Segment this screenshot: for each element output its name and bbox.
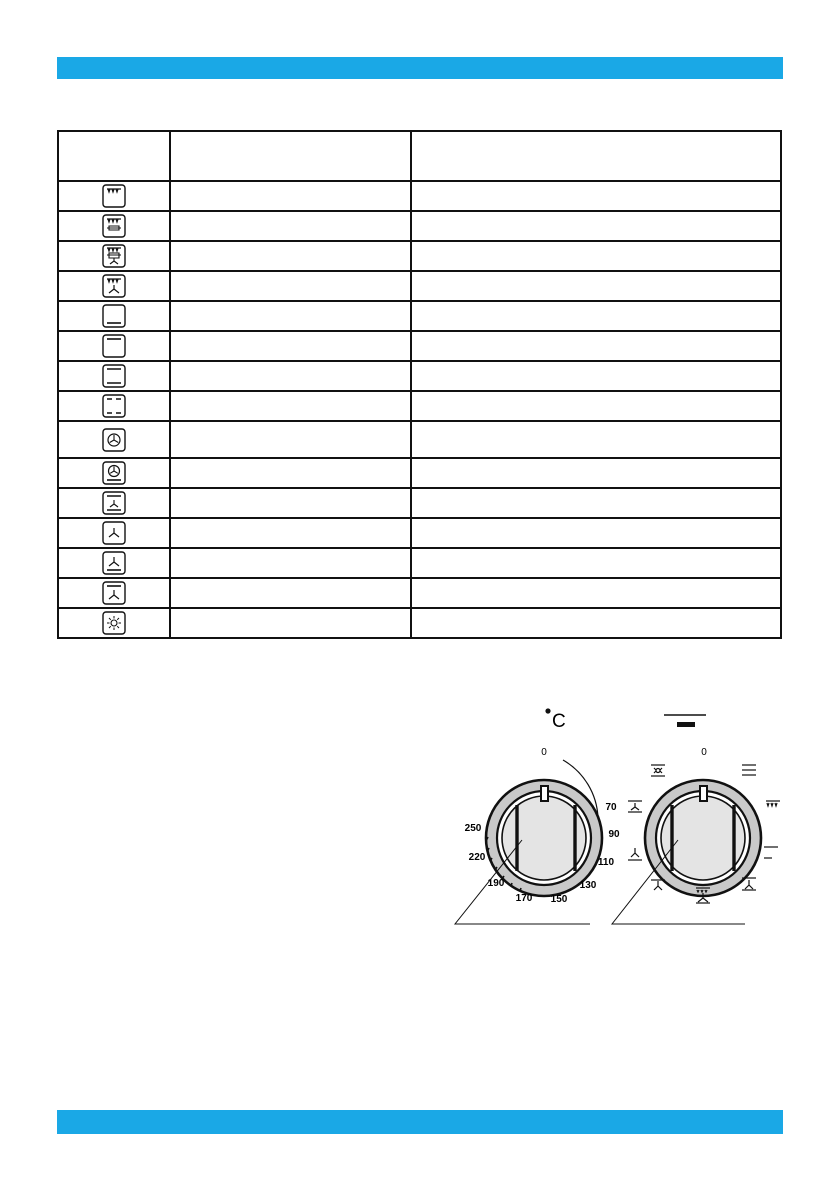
function-name <box>170 301 411 331</box>
bottom-heat-icon <box>101 304 127 328</box>
table-row <box>58 241 781 271</box>
footer-band <box>57 1110 783 1134</box>
table-row <box>58 391 781 421</box>
function-description <box>411 301 781 331</box>
function-name <box>170 421 411 458</box>
function-description <box>411 331 781 361</box>
table-row <box>58 488 781 518</box>
top-heat-icon <box>101 334 127 358</box>
temperature-label: 250 <box>464 823 482 834</box>
temperature-label: 190 <box>487 878 505 889</box>
table-row <box>58 361 781 391</box>
function-knob-indicator <box>700 786 707 801</box>
header-symbol <box>58 131 170 181</box>
function-description <box>411 518 781 548</box>
fan-grill-rotisserie-icon <box>101 244 127 268</box>
temperature-label: 110 <box>597 857 615 868</box>
function-description <box>411 488 781 518</box>
function-name <box>170 241 411 271</box>
function-description <box>411 211 781 241</box>
header-description <box>411 131 781 181</box>
top-bottom-heat-icon <box>101 364 127 388</box>
oven-light-icon <box>101 611 127 635</box>
function-description <box>411 458 781 488</box>
function-description <box>411 271 781 301</box>
table-row <box>58 181 781 211</box>
function-name <box>170 458 411 488</box>
temperature-label: 220 <box>468 852 486 863</box>
temperature-knob-indicator <box>541 786 548 801</box>
function-name <box>170 548 411 578</box>
table-row <box>58 301 781 331</box>
grill-with-fan-icon <box>101 274 127 298</box>
temperature-knob[interactable] <box>486 760 602 896</box>
temperature-label: 130 <box>579 880 597 891</box>
function-name <box>170 518 411 548</box>
oven-light-icon <box>651 765 665 776</box>
table-row <box>58 518 781 548</box>
degree-dot <box>545 708 550 713</box>
top-heat-grill-icon <box>101 184 127 208</box>
function-name <box>170 181 411 211</box>
function-name <box>170 578 411 608</box>
function-description <box>411 578 781 608</box>
header-band <box>57 57 783 79</box>
fan-bottom-top-heat-icon <box>101 491 127 515</box>
temperature-label: 150 <box>550 894 568 905</box>
fan-bottom-heat-icon <box>628 848 642 860</box>
table-row <box>58 548 781 578</box>
table-row <box>58 578 781 608</box>
header-function <box>170 131 411 181</box>
table-header-row <box>58 131 781 181</box>
function-name <box>170 361 411 391</box>
function-name <box>170 391 411 421</box>
oven-function-table <box>57 130 782 639</box>
function-description <box>411 181 781 211</box>
function-name <box>170 488 411 518</box>
temperature-off-label: 0 <box>541 747 547 758</box>
grill-rotisserie-icon <box>101 214 127 238</box>
function-name <box>170 608 411 638</box>
table-row <box>58 331 781 361</box>
function-off-label: 0 <box>701 747 707 758</box>
function-description <box>411 391 781 421</box>
function-description <box>411 548 781 578</box>
function-description <box>411 361 781 391</box>
function-description <box>411 608 781 638</box>
eco-heat-icon <box>101 394 127 418</box>
function-name <box>170 211 411 241</box>
top-heat-grill-icon <box>766 801 780 806</box>
temperature-label: 90 <box>608 829 620 840</box>
hot-air-icon <box>101 428 127 452</box>
table-row <box>58 458 781 488</box>
function-description <box>411 241 781 271</box>
table-row <box>58 608 781 638</box>
fan-bottom-heat-icon <box>101 551 127 575</box>
function-selector-icon <box>664 715 706 727</box>
table-row <box>58 271 781 301</box>
hot-air-bottom-heat-icon <box>101 461 127 485</box>
table-row <box>58 421 781 458</box>
top-heat-icon <box>764 847 778 858</box>
temperature-label: 70 <box>605 802 617 813</box>
function-description <box>411 421 781 458</box>
table-row <box>58 211 781 241</box>
defrost-fan-icon <box>101 521 127 545</box>
temperature-label: 170 <box>515 893 533 904</box>
fan-top-heat-icon <box>101 581 127 605</box>
fan-bottom-top-heat-icon <box>628 801 642 812</box>
control-knobs-diagram <box>440 700 800 940</box>
function-name <box>170 271 411 301</box>
top-bottom-heat-icon <box>742 765 756 775</box>
function-name <box>170 331 411 361</box>
temperature-unit-label: C <box>552 711 566 732</box>
